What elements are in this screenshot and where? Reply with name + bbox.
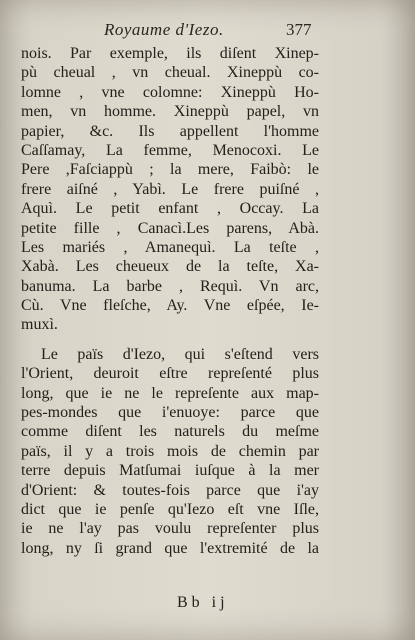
text-line: frere aiſné , Yabì. Le frere puiſné , <box>21 180 319 198</box>
text-line: l'Orient, deuroit eſtre repreſenté plus <box>21 365 319 383</box>
text-line: men, vn homme. Xineppù papel, vn <box>21 103 319 121</box>
text-line: comme diſent les naturels du meſme <box>21 423 319 441</box>
text-line: long, ny ſi grand que l'extremité de la <box>21 539 319 557</box>
text-line: pes-mondes que i'enuoye: parce que <box>21 404 319 422</box>
running-title: Royaume d'Iezo. <box>104 20 224 39</box>
text-line: long, que ie ne le repreſente aux map- <box>21 384 319 402</box>
text-line: banuma. La barbe , Requì. Vn arc, <box>21 277 319 295</box>
text-line: Pere ,Faſciappù ; la mere, Faibò: le <box>21 161 319 179</box>
paragraph-gap <box>21 335 319 345</box>
text-line: Caſſamay, La femme, Menocoxi. Le <box>21 141 319 159</box>
text-line: d'Orient: & toutes-fois parce que i'ay <box>21 481 319 499</box>
text-line: terre depuis Matſumai iuſque à la mer <box>21 462 319 480</box>
text-line: Cù. Vne fleſche, Ay. Vne eſpée, Ie- <box>21 297 319 315</box>
text-line: nois. Par exemple, ils diſent Xinep- <box>21 45 319 62</box>
text-line: Les mariés , Amanequì. La teſte , <box>21 238 319 256</box>
text-line: pù cheual , vn cheual. Xineppù co- <box>21 64 319 82</box>
page-header <box>0 20 415 40</box>
text-line: papier, &c. Ils appellent l'homme <box>21 122 319 140</box>
paragraph-2 <box>21 345 319 558</box>
text-line: Xabà. Les cheueux de la teſte, Xa- <box>21 258 319 276</box>
text-line: muxì. <box>21 316 58 334</box>
text-line: Aquì. Le petit enfant , Occay. La <box>21 200 319 218</box>
body-text <box>21 44 319 558</box>
text-line: lomne , vne colomne: Xineppù Ho- <box>21 83 319 101</box>
text-line: petite fille , Canacì.Les parens, Abà. <box>21 219 319 237</box>
text-line: païs, il y a trois mois de chemin par <box>21 442 319 460</box>
text-line: dict que ie penſe qu'Iezo eſt vne Iſle, <box>21 500 319 518</box>
text-line: Le païs d'Iezo, qui s'eſtend vers <box>41 345 319 363</box>
page-number: 377 <box>286 20 312 39</box>
text-line: ie ne l'ay pas voulu repreſenter plus <box>21 520 319 538</box>
paragraph-1 <box>21 44 319 335</box>
signature-mark: Bb ij <box>177 594 229 611</box>
